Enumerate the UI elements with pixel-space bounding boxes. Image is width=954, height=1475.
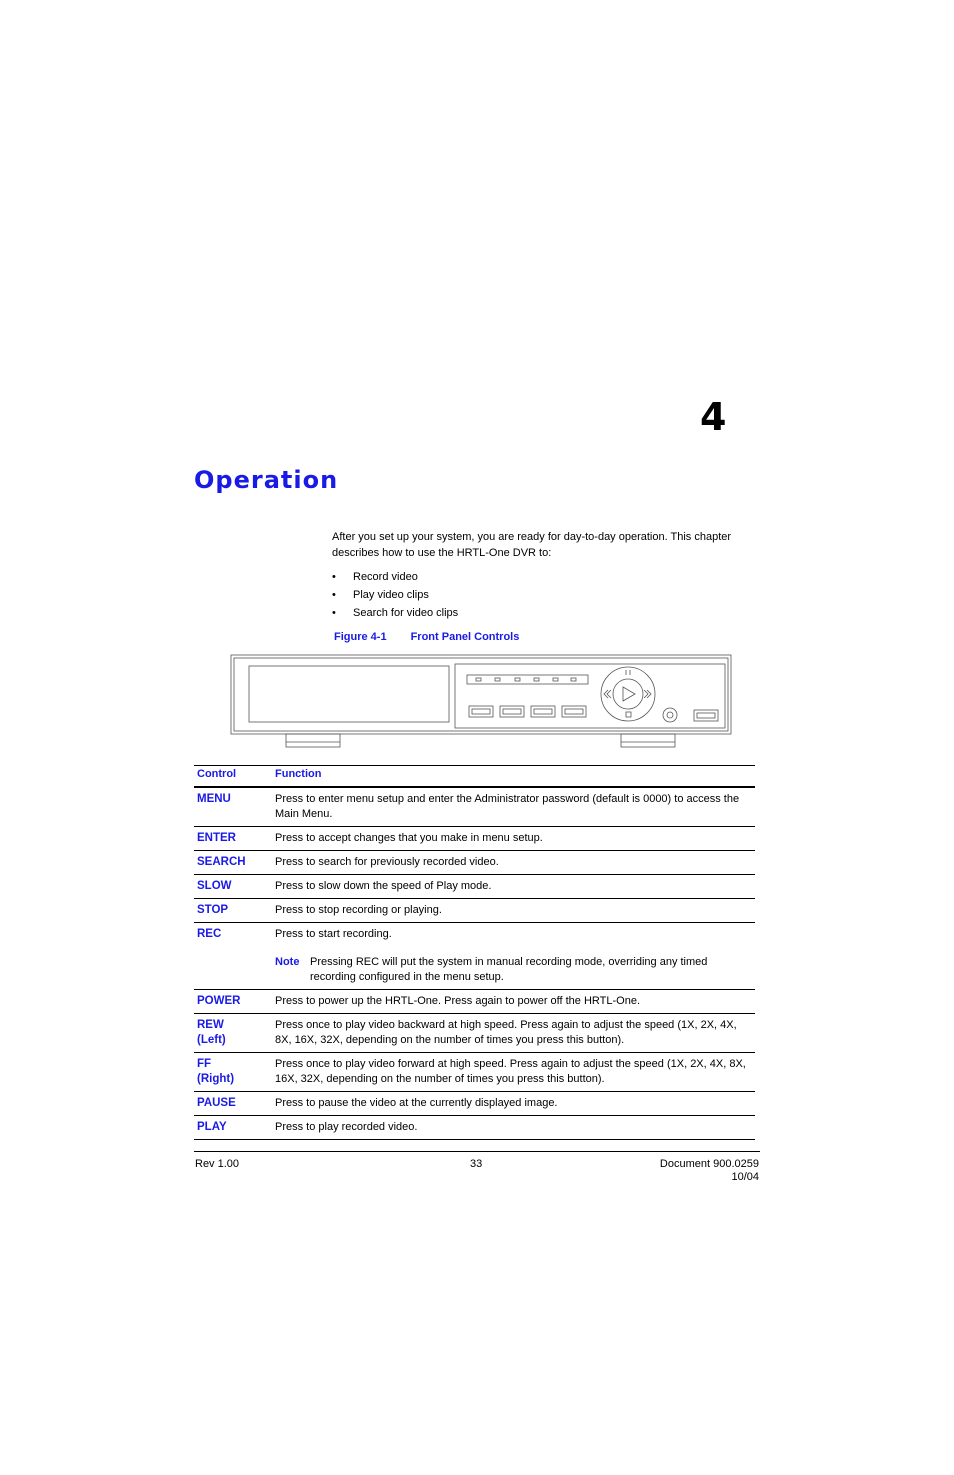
control-name: MENU [194, 787, 272, 827]
control-function: Press to pause the video at the currently displayed image. [272, 1092, 755, 1116]
document-date: 10/04 [731, 1171, 759, 1183]
figure-label: Figure 4-1 [334, 631, 387, 643]
table-row [194, 899, 755, 923]
control-name: STOP [194, 899, 272, 923]
table-row [194, 990, 755, 1014]
control-name: PAUSE [194, 1092, 272, 1116]
control-name-line1: REW [197, 1019, 224, 1031]
table-row [194, 923, 755, 990]
control-name: SEARCH [194, 851, 272, 875]
intro-paragraph: After you set up your system, you are ready for day-to-day operation. This chapter describes how to use the HRTL-One DVR to: [332, 531, 732, 559]
control-name [194, 1053, 272, 1092]
control-function: Press once to play video forward at high speed. Press again to adjust the speed (1X, 2X, 4X, 8X, 16X, 32X, depending on the number of times you press this button). [272, 1053, 755, 1092]
note [275, 955, 752, 985]
control-name-line2: (Right) [197, 1073, 235, 1085]
page-number: 33 [470, 1158, 483, 1170]
control-name [194, 1014, 272, 1053]
control-name: SLOW [194, 875, 272, 899]
control-name: POWER [194, 990, 272, 1014]
note-text: Pressing REC will put the system in manual recording mode, overriding any timed recording configured in the menu setup. [310, 956, 708, 983]
footer-document [660, 1158, 759, 1184]
control-function: Press to play recorded video. [272, 1116, 755, 1140]
function-text: Press to start recording. [275, 928, 392, 940]
control-function: Press to accept changes that you make in menu setup. [272, 827, 755, 851]
control-name-line1: FF [197, 1058, 212, 1070]
table-row [194, 1014, 755, 1053]
table-row [194, 787, 755, 827]
control-name: PLAY [194, 1116, 272, 1140]
control-function: Press once to play video backward at high speed. Press again to adjust the speed (1X, 2X, 4X, 8X, 16X, 32X, depending on the number of times you press this button). [272, 1014, 755, 1053]
dvr-front-panel-illustration [230, 654, 734, 750]
control-function: Press to power up the HRTL-One. Press again to power off the HRTL-One. [272, 990, 755, 1014]
control-function: Press to slow down the speed of Play mode. [272, 875, 755, 899]
controls-table [194, 765, 755, 1140]
figure-title: Front Panel Controls [410, 631, 520, 643]
control-function: Press to stop recording or playing. [272, 899, 755, 923]
bullet-list [332, 568, 458, 622]
document-number: Document 900.0259 [659, 1158, 759, 1170]
table-row [194, 875, 755, 899]
column-header-function: Function [272, 766, 755, 788]
footer-revision: Rev 1.00 [195, 1158, 240, 1170]
list-item: • Record video [332, 571, 418, 583]
control-name-line2: (Left) [197, 1034, 226, 1046]
control-name: ENTER [194, 827, 272, 851]
control-name: REC [194, 923, 272, 990]
table-row [194, 1116, 755, 1140]
table-row [194, 851, 755, 875]
chapter-number: 4 [700, 395, 727, 439]
note-label: Note [275, 956, 300, 968]
control-function: Press to search for previously recorded video. [272, 851, 755, 875]
control-function: Press to enter menu setup and enter the Administrator password (default is 0000) to access the Main Menu. [272, 787, 755, 827]
chapter-title: Operation [194, 466, 339, 494]
control-function [272, 923, 755, 990]
table-row [194, 827, 755, 851]
table-header-row [194, 766, 755, 788]
table-row [194, 1053, 755, 1092]
column-header-control: Control [194, 766, 272, 788]
list-item: • Play video clips [332, 589, 429, 601]
figure-caption [334, 631, 519, 643]
table-row [194, 1092, 755, 1116]
footer-divider [194, 1151, 760, 1152]
list-item: • Search for video clips [332, 607, 459, 619]
